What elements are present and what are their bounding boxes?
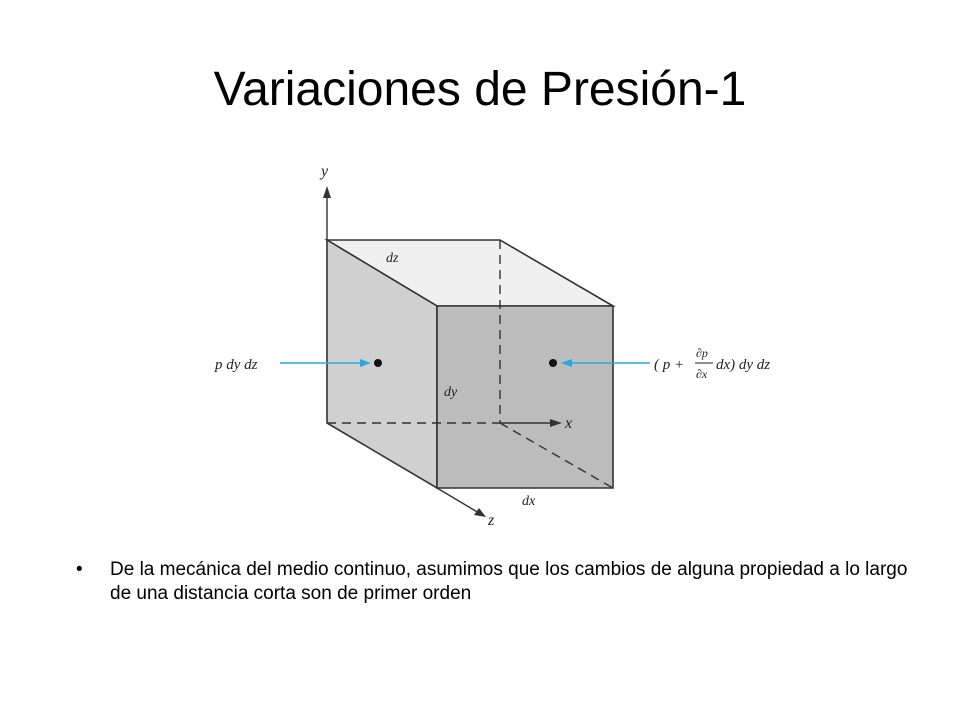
right-force-prefix: ( p + [654,357,685,373]
left-force-label: p dy dz [215,357,258,373]
bullet-text: De la mecánica del medio continuo, asumimos que los cambios de alguna propiedad a lo largo de una distancia corta son de primer orden [110,559,908,604]
dx-label: dx [522,494,536,509]
z-axis [437,488,479,513]
left-face-center-dot [374,359,382,367]
right-force-denominator: ∂x [696,367,708,381]
front-face [437,306,613,488]
slide-title: Variaciones de Presión-1 [213,63,747,116]
right-force-suffix: dx) dy dz [716,357,771,373]
y-axis-arrowhead [323,186,331,198]
bullet-list [72,558,912,606]
pressure-element-diagram [200,150,810,540]
dz-label: dz [386,251,399,266]
right-face-center-dot [549,359,557,367]
dy-label: dy [444,385,458,400]
x-axis-label: x [565,415,573,432]
bullet-item [72,558,912,606]
right-force-numerator: ∂p [696,346,708,360]
z-axis-arrowhead [474,508,486,517]
bullet-symbol: • [76,559,83,580]
z-axis-label: z [488,512,495,529]
y-axis-label: y [321,163,329,180]
